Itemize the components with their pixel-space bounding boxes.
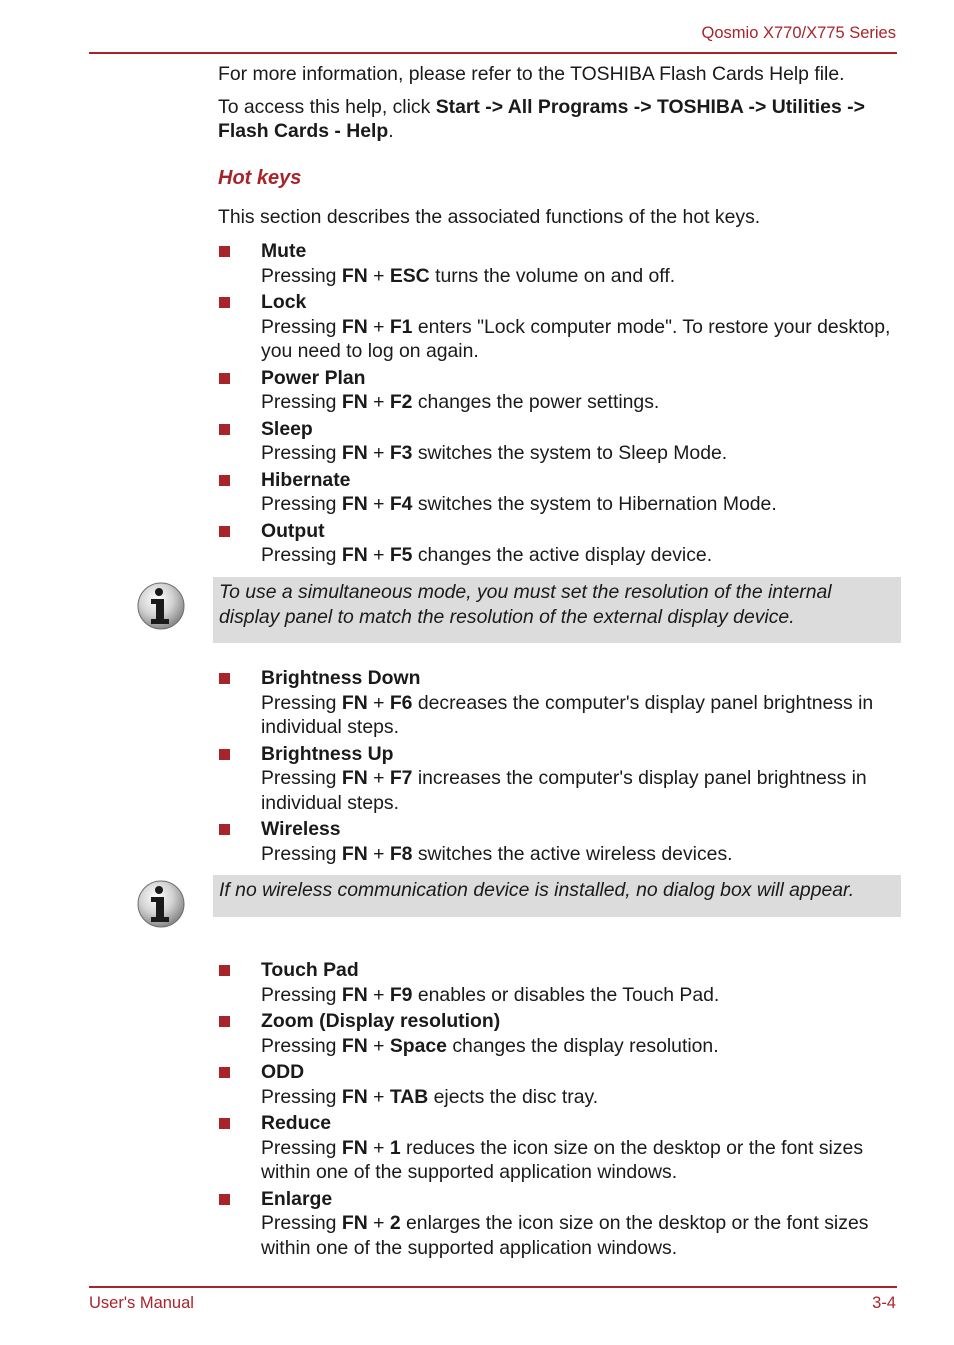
hotkey-description (261, 766, 898, 815)
hotkey-desc-pre: Pressing (261, 315, 342, 338)
hotkey-plus: + (367, 842, 390, 865)
hotkey-desc-pre: Pressing (261, 1212, 342, 1235)
note-wireless: If no wireless communication device is installed, no dialog box will appear. (213, 875, 901, 917)
hotkey-key: Space (389, 1034, 447, 1057)
hotkey-description (261, 264, 898, 289)
hotkey-fn-key: FN (341, 493, 368, 516)
hotkey-item (218, 1187, 898, 1261)
hotkey-key: F2 (389, 391, 413, 414)
hotkey-fn-key: FN (341, 691, 368, 714)
hotkey-item (218, 958, 898, 1007)
hotkey-fn-key: FN (341, 1085, 368, 1108)
hotkey-fn-key: FN (341, 1034, 368, 1057)
hotkey-title: Brightness Up (261, 742, 394, 765)
hotkey-desc-pre: Pressing (261, 1136, 342, 1159)
hotkey-title: Zoom (Display resolution) (261, 1009, 501, 1032)
square-bullet-icon (219, 1067, 230, 1078)
hotkey-plus: + (367, 767, 390, 790)
hotkey-desc-pre: Pressing (261, 442, 342, 465)
hotkey-plus: + (367, 691, 390, 714)
hotkey-fn-key: FN (341, 983, 368, 1006)
square-bullet-icon (219, 246, 230, 257)
hotkey-title: Power Plan (261, 366, 366, 389)
hotkey-description (261, 492, 898, 517)
hotkey-description (261, 1136, 898, 1185)
square-bullet-icon (219, 526, 230, 537)
hotkey-plus: + (367, 391, 390, 414)
hotkey-desc-rest: changes the display resolution. (446, 1034, 719, 1057)
hotkey-plus: + (367, 1085, 390, 1108)
hotkey-item (218, 290, 898, 364)
hotkey-title: Output (261, 519, 325, 542)
hotkey-key: F9 (389, 983, 413, 1006)
hotkey-fn-key: FN (341, 264, 368, 287)
square-bullet-icon (219, 1016, 230, 1027)
header-rule (89, 52, 897, 54)
footer-page-number: 3-4 (872, 1294, 896, 1312)
intro-line-2-prefix: To access this help, click (218, 95, 436, 118)
hotkey-key: F3 (389, 442, 413, 465)
hotkey-description (261, 983, 898, 1008)
hotkey-title: Touch Pad (261, 959, 359, 981)
hotkey-desc-pre: Pressing (261, 493, 342, 516)
square-bullet-icon (219, 475, 230, 486)
square-bullet-icon (219, 673, 230, 684)
page-header-title: Qosmio X770/X775 Series (701, 24, 896, 42)
hotkey-title: Mute (261, 240, 307, 262)
hotkey-list-3 (218, 958, 898, 1262)
hotkey-description (261, 1211, 898, 1260)
hotkey-item (218, 742, 898, 816)
hotkey-item (218, 468, 898, 517)
info-icon (136, 581, 186, 631)
hotkey-description (261, 691, 898, 740)
hotkey-title: Wireless (261, 818, 341, 841)
hotkey-desc-pre: Pressing (261, 264, 342, 287)
hotkey-title: Hibernate (261, 468, 351, 491)
hotkey-plus: + (367, 983, 390, 1006)
hotkey-plus: + (367, 442, 390, 465)
hotkey-title: Sleep (261, 417, 313, 440)
hotkey-desc-pre: Pressing (261, 391, 342, 414)
hotkey-title: Enlarge (261, 1187, 333, 1210)
hotkey-description (261, 390, 898, 415)
intro-line-2 (218, 95, 900, 144)
hotkey-desc-pre: Pressing (261, 983, 342, 1006)
square-bullet-icon (219, 1194, 230, 1205)
hotkey-fn-key: FN (341, 544, 368, 567)
section-description: This section describes the associated functions of the hot keys. (218, 206, 761, 228)
hotkey-item (218, 519, 898, 568)
hotkey-plus: + (367, 264, 390, 287)
hotkey-list-2 (218, 666, 898, 868)
hotkey-key: 2 (389, 1212, 401, 1235)
hotkey-item (218, 239, 898, 288)
hotkey-item (218, 1111, 898, 1185)
section-heading: Hot keys (218, 167, 302, 189)
hotkey-item (218, 366, 898, 415)
hotkey-key: F4 (389, 493, 413, 516)
hotkey-key: F8 (389, 842, 413, 865)
hotkey-desc-rest: switches the active wireless devices. (412, 842, 733, 865)
hotkey-desc-rest: decreases the computer's display panel brightness in individual steps. (261, 691, 874, 739)
hotkey-key: F6 (389, 691, 413, 714)
hotkey-plus: + (367, 315, 390, 338)
hotkey-item (218, 1060, 898, 1109)
hotkey-title: Brightness Down (261, 667, 421, 689)
hotkey-item (218, 817, 898, 866)
hotkey-description (261, 441, 898, 466)
square-bullet-icon (219, 824, 230, 835)
hotkey-desc-rest: enters "Lock computer mode". To restore your desktop, you need to log on again. (261, 315, 891, 363)
hotkey-desc-rest: ejects the disc tray. (428, 1085, 599, 1108)
square-bullet-icon (219, 749, 230, 760)
intro-line-2-path: Start -> All Programs -> TOSHIBA -> Utilities -> Flash Cards - Help (218, 95, 865, 143)
hotkey-plus: + (367, 1136, 390, 1159)
hotkey-plus: + (367, 1212, 390, 1235)
square-bullet-icon (219, 297, 230, 308)
hotkey-desc-rest: enlarges the icon size on the desktop or the font sizes within one of the supported application windows. (261, 1212, 869, 1259)
hotkey-desc-pre: Pressing (261, 544, 342, 567)
hotkey-fn-key: FN (341, 391, 368, 414)
footer-manual-title: User's Manual (89, 1294, 194, 1312)
hotkey-desc-rest: increases the computer's display panel brightness in individual steps. (261, 767, 867, 814)
hotkey-title: Lock (261, 290, 307, 313)
hotkey-desc-rest: reduces the icon size on the desktop or the font sizes within one of the supported application windows. (261, 1136, 864, 1184)
hotkey-description (261, 543, 898, 568)
hotkey-key: ESC (389, 264, 430, 287)
hotkey-plus: + (367, 1034, 390, 1057)
info-icon (136, 879, 186, 929)
hotkey-key: F5 (389, 544, 413, 567)
square-bullet-icon (219, 1118, 230, 1129)
hotkey-fn-key: FN (341, 442, 368, 465)
intro-line-2-suffix: . (388, 120, 394, 143)
hotkey-desc-pre: Pressing (261, 842, 342, 865)
hotkey-description (261, 1085, 898, 1110)
hotkey-desc-pre: Pressing (261, 691, 342, 714)
hotkey-description (261, 315, 898, 364)
hotkey-item (218, 417, 898, 466)
hotkey-desc-pre: Pressing (261, 1034, 342, 1057)
intro-line-1: For more information, please refer to the TOSHIBA Flash Cards Help file. (218, 63, 845, 85)
hotkey-fn-key: FN (341, 842, 368, 865)
hotkey-desc-rest: switches the system to Sleep Mode. (412, 442, 728, 465)
hotkey-desc-rest: changes the power settings. (412, 391, 660, 414)
hotkey-fn-key: FN (341, 1212, 368, 1235)
hotkey-item (218, 666, 898, 740)
square-bullet-icon (219, 373, 230, 384)
hotkey-description (261, 1034, 898, 1059)
hotkey-desc-rest: changes the active display device. (412, 544, 713, 567)
hotkey-fn-key: FN (341, 767, 368, 790)
hotkey-description (261, 842, 898, 867)
hotkey-fn-key: FN (341, 315, 368, 338)
hotkey-key: F7 (389, 767, 413, 790)
hotkey-desc-rest: turns the volume on and off. (429, 264, 676, 287)
hotkey-list-1 (218, 239, 898, 570)
intro (218, 62, 900, 144)
hotkey-fn-key: FN (341, 1136, 368, 1159)
hotkey-title: ODD (261, 1060, 305, 1083)
hotkey-desc-pre: Pressing (261, 1085, 342, 1108)
hotkey-desc-rest: enables or disables the Touch Pad. (412, 983, 720, 1006)
hotkey-key: TAB (389, 1085, 429, 1108)
square-bullet-icon (219, 965, 230, 976)
footer-rule (89, 1286, 897, 1288)
hotkey-title: Reduce (261, 1111, 332, 1134)
hotkey-desc-pre: Pressing (261, 767, 342, 790)
hotkey-key: 1 (389, 1136, 401, 1159)
hotkey-desc-rest: switches the system to Hibernation Mode. (412, 493, 777, 516)
hotkey-key: F1 (389, 315, 413, 338)
note-simultaneous-mode: To use a simultaneous mode, you must set the resolution of the internal display panel to match the resolution of the external display device. (213, 577, 901, 643)
hotkey-plus: + (367, 493, 390, 516)
hotkey-item (218, 1009, 898, 1058)
hotkey-plus: + (367, 544, 390, 567)
square-bullet-icon (219, 424, 230, 435)
